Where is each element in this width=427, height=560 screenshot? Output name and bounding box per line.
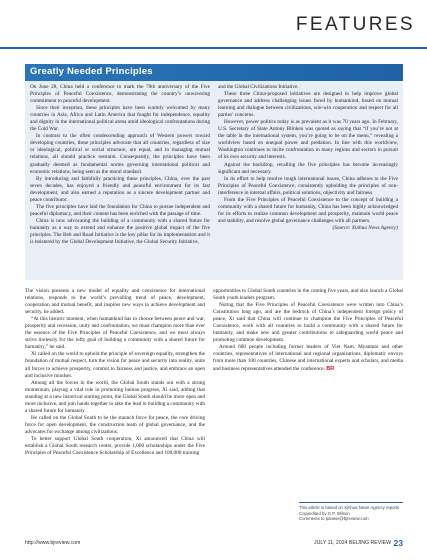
sidebar-paragraph: In its effort to help resolve tough international issues, China adheres to the Five Principles of Peaceful Coexistence, consistently upholding the principles of non-interference in internal affairs, political solutions, objectivity and fairness. — [218, 175, 398, 196]
sidebar-title-bar — [25, 64, 403, 81]
sidebar-source: (Source: Xinhua News Agency) — [332, 224, 398, 231]
sidebar-left-column — [30, 84, 210, 246]
body-paragraph: Xi called on the world to uphold the principle of sovereign equality, strengthen the foundation of mutual respect, turn the vision for peace and security into reality, unite all forces to achieve prosperity, commit to fairness and justice, and embrace an open and inclusive mindset. — [25, 351, 205, 379]
body-paragraph-text: Around 600 people including former leaders of Viet Nam, Myanmar and other countries, representatives of international and regional organizations, diplomatic envoys from more than 100 countries, Chinese and international experts and scholars, and media and business representatives attended the conference. — [213, 344, 403, 372]
note-rule — [299, 502, 403, 503]
sidebar-paragraph: By introducing and faithfully practicing these principles, China, over the past seven decades, has enjoyed a friendly and peaceful environment for its fast development, and also earned a reputation as a sincere development partner and peace contributor. — [30, 175, 210, 203]
body-paragraph: Noting that the Five Principles of Peaceful Coexistence were written into China’s Constitution long ago, and are the bedrock of China’s independent foreign policy of peace, Xi said that China will continue to champion the Five Principles of Peaceful Coexistence, work with all countries to build a community with a shared future for humanity, and make new and greater contributions to safeguarding world peace and promoting common development. — [213, 302, 403, 344]
page-number: 23 — [393, 538, 403, 548]
body-paragraph: The vision presents a new model of equality and coexistence for international relations, responds to the world’s prevailing trend of peace, development, cooperation and mutual benefit, and inspires new ways to achieve development and security, he added. — [25, 288, 205, 316]
body-paragraph: “At this historic moment, when humankind has to choose between peace and war, prosperity and recession, unity and confrontation, we must champion more than ever the essence of the Five Principles of Peaceful Coexistence, and we must always strive tirelessly for the lofty goal of building a community with a shared future for humanity,” he said. — [25, 316, 205, 351]
body-paragraph: He called on the Global South to be the staunch force for peace, the core driving force for open development, the construction team of global governance, and the advocates for exchange among civilizations. — [25, 414, 205, 435]
sidebar-box — [25, 64, 403, 280]
footer-url: http://www.bjreview.com — [25, 540, 81, 546]
sidebar-paragraph: Against the backdrop, recalling the five principles has become increasingly significant and necessary. — [218, 161, 398, 175]
page-header — [0, 0, 427, 54]
sidebar-paragraph: The five principles have laid the foundation for China to pursue independent and peaceful diplomacy, and their content has been enriched with the passage of time. — [30, 203, 210, 217]
sidebar-paragraph: However, power politics today is as prevalent as it was 70 years ago. In February, U.S. Secretary of State Antony Blinken was quoted as saying that “if you’re not at the table in the international system, you’re going to be on the menu,” revealing a worldview based on unequal power and predation. In line with this worldview, Washington continues to incite confrontation in many regions and sectors in pursuit of its own security and interests. — [218, 119, 398, 161]
body-paragraph: opportunities to Global South countries in the coming five years, and also launch a Global South youth leaders program. — [213, 288, 403, 302]
body-paragraph — [213, 344, 403, 372]
footer-date: JULY 11, 2024 BEIJING REVIEW — [314, 540, 391, 546]
page-footer — [25, 540, 403, 550]
body-right-column — [213, 288, 403, 373]
note-line: Copyedited by G.P. Wilson — [299, 510, 350, 516]
sidebar-paragraph: China is now advocating the building of a community with a shared future for humanity as a way to extend and enhance the positive global impact of the five principles. The Belt and Road Initiative is the key pillar for its implementation and it is bolstered by the Global Development Initiative, the Global Security Initiative, — [30, 217, 210, 246]
body-left-column — [25, 288, 205, 457]
note-line: This article is based on Xinhua News Agency reports — [299, 505, 400, 510]
note-line: Comments to panwei@bjreview.com — [299, 516, 369, 522]
sidebar-paragraph: Since their inception, these principles have been warmly welcomed by many countries in Asia, Africa and Latin America that fought for independence, equality and dignity in the international political arena amid ideological confrontations during the Cold War. — [30, 105, 210, 133]
sidebar-right-column — [218, 84, 398, 232]
section-title: FEATURES — [295, 14, 415, 35]
sidebar-paragraph: From the Five Principles of Peaceful Coexistence to the concept of building a community with a shared future for humanity, China has been highly acknowledged for its efforts to realize common development and prosperity, maintain world peace and stability, and resolve global governance challenges with all partners. — [218, 196, 398, 224]
body-paragraph: To better support Global South cooperation, Xi announced that China will establish a Global South research center, provide 1,000 scholarships under the Five Principles of Peaceful Coexistence Scholarship of Excellence and 100,000 training — [25, 435, 205, 457]
sidebar-paragraph: On June 28, China held a conference to mark the 70th anniversary of the Five Principles of Peaceful Coexistence, demonstrating the country’s unwavering commitment to peaceful development. — [30, 84, 210, 105]
sidebar-title: Greatly Needed Principles — [30, 66, 153, 77]
article-note — [299, 505, 405, 522]
body-paragraph: Among all the forces in the world, the Global South stands out with a strong momentum, playing a vital role in promoting human progress, Xi said, adding that standing at a new historical starting point, the Global South should be more open and more inclusive, and join hands together to take the lead in building a community with a shared future for humanity. — [25, 379, 205, 414]
sidebar-paragraph: and the Global Civilizations Initiative. — [218, 84, 299, 90]
end-mark: BR — [326, 365, 335, 372]
header-rule — [0, 47, 427, 49]
sidebar-paragraph: These three China-proposed initiatives are designed to help improve global governance and address challenging issues faced by humankind, based on mutual learning and dialogue between civilizations, win-win cooperation and respect for all parties’ concerns. — [218, 91, 398, 119]
sidebar-paragraph: In contrast to the often condescending approach of Western powers toward developing countries, these principles advocate that all countries, regardless of size or ideological, political or social structure, are equal, and in managing mutual relations, all should practice restraint. Consequently, the principles have been gradually deemed as fundamental norms governing international political and economic relations, being seen as the moral standard. — [30, 133, 210, 175]
